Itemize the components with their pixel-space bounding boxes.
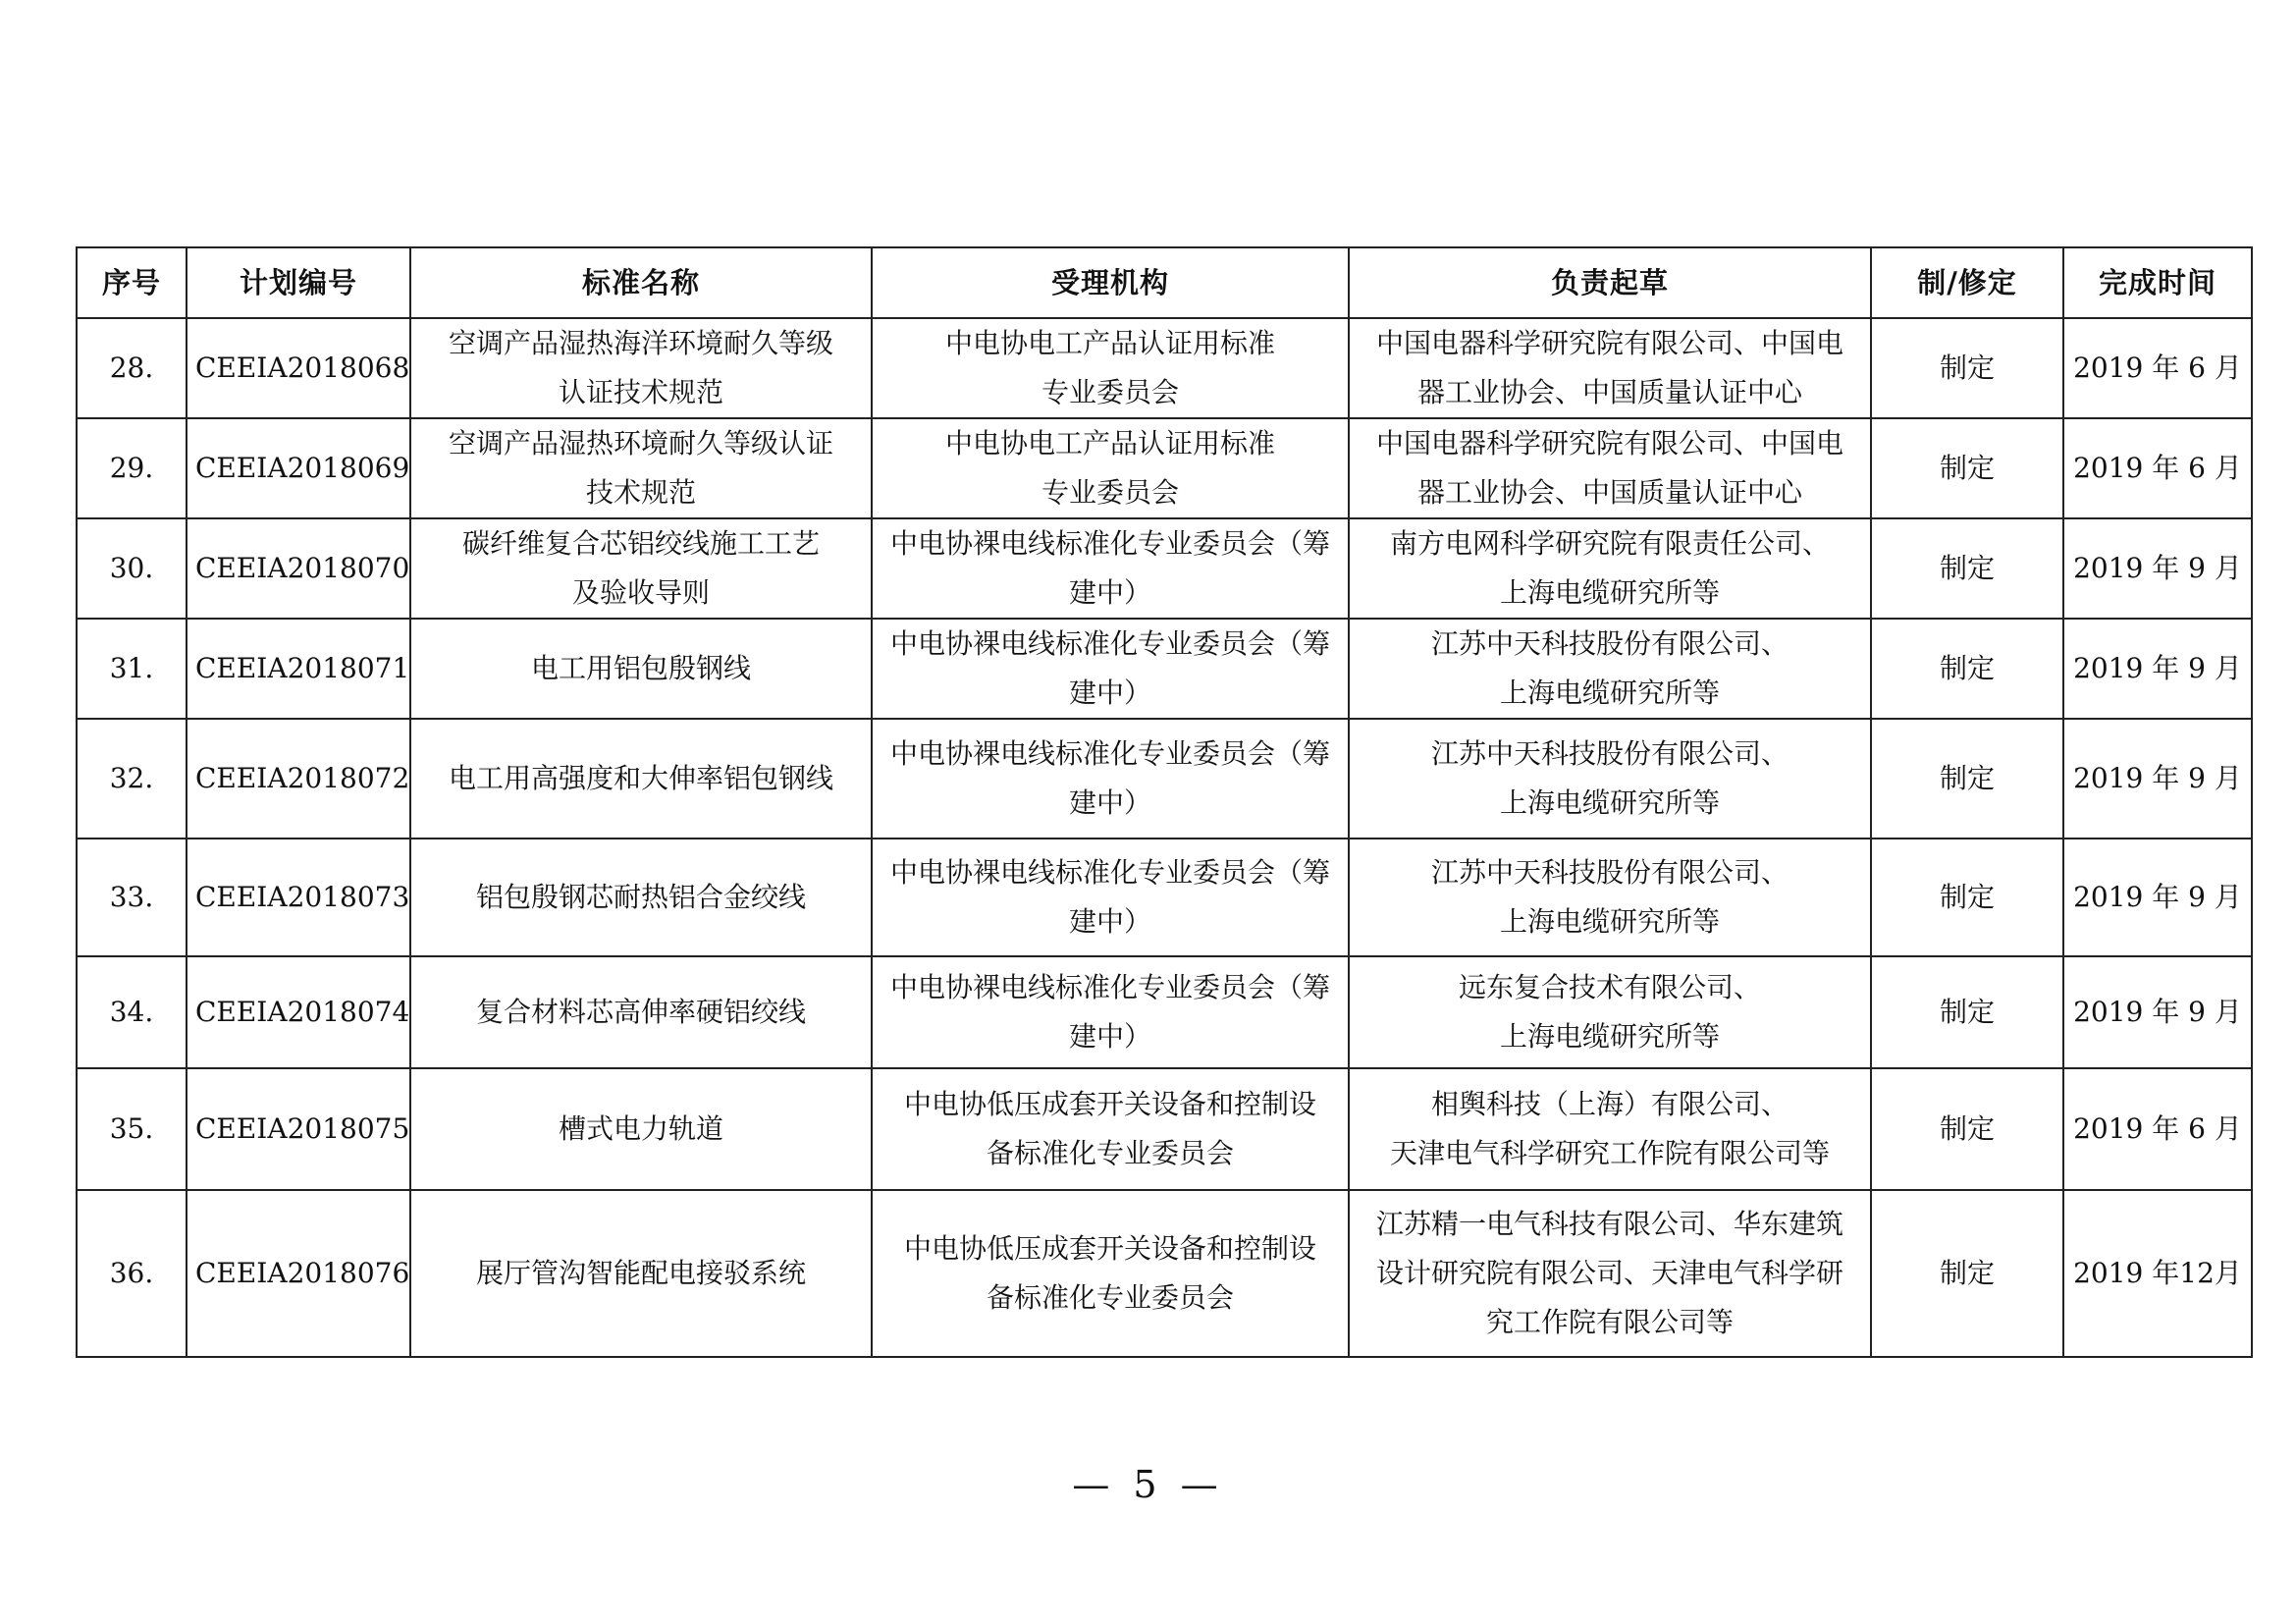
cell-drafter: 江苏中天科技股份有限公司、 上海电缆研究所等	[1349, 619, 1871, 719]
table-row	[77, 518, 2252, 619]
cell-agency: 中电协低压成套开关设备和控制设 备标准化专业委员会	[872, 1190, 1349, 1357]
standards-plan-table	[76, 246, 2253, 1358]
cell-drafter: 远东复合技术有限公司、 上海电缆研究所等	[1349, 956, 1871, 1068]
cell-date: 2019 年 9 月	[2063, 839, 2252, 956]
column-header-type: 制/修定	[1871, 247, 2063, 318]
cell-date: 2019 年 9 月	[2063, 619, 2252, 719]
cell-name: 电工用铝包殷钢线	[410, 619, 872, 719]
cell-type: 制定	[1871, 619, 2063, 719]
cell-type: 制定	[1871, 719, 2063, 839]
cell-name: 铝包殷钢芯耐热铝合金绞线	[410, 839, 872, 956]
cell-type: 制定	[1871, 418, 2063, 518]
cell-type: 制定	[1871, 956, 2063, 1068]
table-row	[77, 1068, 2252, 1190]
table-body	[77, 318, 2252, 1357]
cell-drafter: 相舆科技（上海）有限公司、 天津电气科学研究工作院有限公司等	[1349, 1068, 1871, 1190]
cell-code: CEEIA2018075	[187, 1068, 410, 1190]
cell-drafter: 江苏精一电气科技有限公司、华东建筑 设计研究院有限公司、天津电气科学研 究工作院有限公司等	[1349, 1190, 1871, 1357]
cell-no: 35.	[77, 1068, 187, 1190]
cell-no: 34.	[77, 956, 187, 1068]
cell-drafter: 中国电器科学研究院有限公司、中国电 器工业协会、中国质量认证中心	[1349, 418, 1871, 518]
cell-drafter: 南方电网科学研究院有限责任公司、 上海电缆研究所等	[1349, 518, 1871, 619]
cell-code: CEEIA2018069	[187, 418, 410, 518]
cell-date: 2019 年 9 月	[2063, 719, 2252, 839]
cell-name: 碳纤维复合芯铝绞线施工工艺 及验收导则	[410, 518, 872, 619]
cell-date: 2019 年 6 月	[2063, 318, 2252, 418]
cell-no: 28.	[77, 318, 187, 418]
cell-no: 30.	[77, 518, 187, 619]
cell-date: 2019 年 6 月	[2063, 1068, 2252, 1190]
cell-code: CEEIA2018076	[187, 1190, 410, 1357]
cell-type: 制定	[1871, 1068, 2063, 1190]
cell-name: 空调产品湿热环境耐久等级认证 技术规范	[410, 418, 872, 518]
cell-date: 2019 年 9 月	[2063, 518, 2252, 619]
cell-date: 2019 年 6 月	[2063, 418, 2252, 518]
cell-date: 2019 年 9 月	[2063, 956, 2252, 1068]
cell-code: CEEIA2018074	[187, 956, 410, 1068]
column-header-agency: 受理机构	[872, 247, 1349, 318]
column-header-drafter: 负责起草	[1349, 247, 1871, 318]
table-row	[77, 1190, 2252, 1357]
cell-date: 2019 年12月	[2063, 1190, 2252, 1357]
cell-type: 制定	[1871, 1190, 2063, 1357]
cell-no: 36.	[77, 1190, 187, 1357]
cell-code: CEEIA2018070	[187, 518, 410, 619]
cell-code: CEEIA2018073	[187, 839, 410, 956]
column-header-date: 完成时间	[2063, 247, 2252, 318]
cell-no: 29.	[77, 418, 187, 518]
table-row	[77, 418, 2252, 518]
cell-drafter: 江苏中天科技股份有限公司、 上海电缆研究所等	[1349, 839, 1871, 956]
page-number: — 5 —	[1072, 1463, 1224, 1506]
cell-no: 31.	[77, 619, 187, 719]
table-row	[77, 619, 2252, 719]
cell-code: CEEIA2018071	[187, 619, 410, 719]
cell-agency: 中电协裸电线标准化专业委员会（筹 建中）	[872, 956, 1349, 1068]
cell-drafter: 江苏中天科技股份有限公司、 上海电缆研究所等	[1349, 719, 1871, 839]
table-row	[77, 719, 2252, 839]
cell-name: 空调产品湿热海洋环境耐久等级 认证技术规范	[410, 318, 872, 418]
cell-drafter: 中国电器科学研究院有限公司、中国电 器工业协会、中国质量认证中心	[1349, 318, 1871, 418]
header-row	[77, 247, 2252, 318]
cell-agency: 中电协裸电线标准化专业委员会（筹 建中）	[872, 839, 1349, 956]
cell-no: 32.	[77, 719, 187, 839]
cell-name: 槽式电力轨道	[410, 1068, 872, 1190]
table-header	[77, 247, 2252, 318]
cell-code: CEEIA2018068	[187, 318, 410, 418]
cell-type: 制定	[1871, 839, 2063, 956]
cell-no: 33.	[77, 839, 187, 956]
cell-name: 电工用高强度和大伸率铝包钢线	[410, 719, 872, 839]
cell-agency: 中电协电工产品认证用标准 专业委员会	[872, 418, 1349, 518]
table-row	[77, 318, 2252, 418]
column-header-no: 序号	[77, 247, 187, 318]
cell-agency: 中电协裸电线标准化专业委员会（筹 建中）	[872, 619, 1349, 719]
table-row	[77, 956, 2252, 1068]
cell-name: 复合材料芯高伸率硬铝绞线	[410, 956, 872, 1068]
column-header-code: 计划编号	[187, 247, 410, 318]
cell-agency: 中电协低压成套开关设备和控制设 备标准化专业委员会	[872, 1068, 1349, 1190]
table-row	[77, 839, 2252, 956]
column-header-name: 标准名称	[410, 247, 872, 318]
cell-type: 制定	[1871, 518, 2063, 619]
cell-name: 展厅管沟智能配电接驳系统	[410, 1190, 872, 1357]
cell-type: 制定	[1871, 318, 2063, 418]
cell-agency: 中电协裸电线标准化专业委员会（筹 建中）	[872, 719, 1349, 839]
cell-agency: 中电协电工产品认证用标准 专业委员会	[872, 318, 1349, 418]
cell-code: CEEIA2018072	[187, 719, 410, 839]
cell-agency: 中电协裸电线标准化专业委员会（筹 建中）	[872, 518, 1349, 619]
